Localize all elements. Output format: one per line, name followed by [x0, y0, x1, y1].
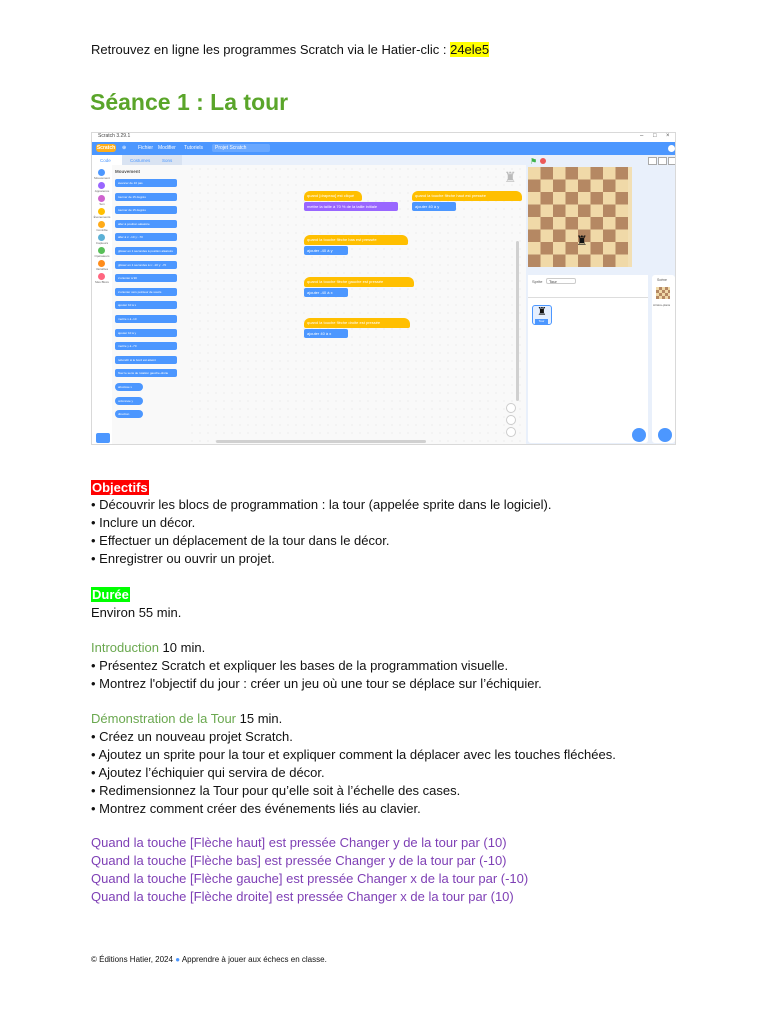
board-square: [603, 180, 616, 193]
palette-block-label: abscisse x: [118, 385, 133, 389]
board-square: [616, 242, 629, 255]
board-square: [578, 167, 591, 180]
stop-icon[interactable]: [540, 158, 546, 164]
stage-label: Scène: [657, 278, 667, 282]
code-area[interactable]: [188, 165, 526, 445]
board-square: [616, 217, 629, 230]
category-dot[interactable]: [98, 208, 105, 215]
category-dot[interactable]: [98, 169, 105, 176]
small-stage-icon[interactable]: [648, 157, 657, 165]
board-square: [541, 242, 554, 255]
script-green-flag-hat[interactable]: quand [drapeau] est cliqué: [304, 191, 362, 201]
code-line-down: Quand la touche [Flèche bas] est pressée Changer y de la tour par (-10): [91, 853, 507, 868]
vertical-scrollbar[interactable]: [516, 241, 519, 401]
board-square: [591, 230, 604, 243]
board-square: [541, 205, 554, 218]
change-y-up-block[interactable]: ajouter 40 à y: [412, 202, 456, 211]
choose-sprite-button[interactable]: [632, 428, 646, 442]
footer: [91, 955, 327, 964]
globe-icon[interactable]: ⊕: [122, 145, 127, 151]
sprite-thumb-label: Tour: [535, 319, 548, 324]
category-dot[interactable]: [98, 247, 105, 254]
sprite-panel: [528, 275, 648, 443]
board-square: [578, 205, 591, 218]
palette-block[interactable]: [115, 261, 177, 269]
board-square: [553, 192, 566, 205]
board-square: [528, 192, 541, 205]
block-palette: [112, 165, 189, 445]
palette-block-label: ajouter 10 à y: [118, 330, 137, 335]
sprite-watermark-icon: ♜: [504, 169, 517, 185]
objective-item: • Effectuer un déplacement de la tour dans le décor.: [91, 533, 390, 548]
script-right-arrow-hat[interactable]: quand la touche flèche droite est pressée: [304, 318, 410, 328]
demonstration-item: • Redimensionnez la Tour pour qu’elle soit à l’échelle des cases.: [91, 783, 461, 798]
scratch-screenshot: [91, 132, 676, 445]
code-line-up: Quand la touche [Flèche haut] est pressée Changer y de la tour par (10): [91, 835, 507, 850]
palette-block[interactable]: [115, 342, 177, 350]
duration-label: Durée: [92, 587, 129, 602]
palette-block[interactable]: [115, 383, 143, 391]
palette-block[interactable]: [115, 220, 177, 228]
palette-block-label: rebondir si le bord est atteint: [118, 357, 156, 362]
palette-block[interactable]: [115, 369, 177, 377]
chessboard-stage[interactable]: [528, 167, 628, 267]
backdrops-label: Arrière-plans: [653, 303, 671, 307]
board-square: [616, 230, 629, 243]
category-label: Mes Blocs: [95, 280, 109, 284]
objective-item: • Découvrir les blocs de programmation : la tour (appelée sprite dans le logiciel).: [91, 497, 552, 512]
minimize-icon[interactable]: –: [640, 133, 644, 139]
sprite-name-input[interactable]: Tour: [546, 278, 576, 284]
change-y-down-block[interactable]: ajouter -40 à y: [304, 246, 348, 255]
choose-backdrop-button[interactable]: [658, 428, 672, 442]
board-square: [591, 180, 604, 193]
board-square: [553, 180, 566, 193]
footer-copyright: © Éditions Hatier, 2024: [91, 955, 173, 964]
palette-block-label: s'orienter vers pointeur de souris: [118, 289, 162, 294]
board-square: [566, 205, 579, 218]
palette-block-label: glisser en 1 secondes à x: -10 y: -70: [118, 262, 167, 267]
palette-block-label: aller à x: -10 y: -70: [118, 235, 143, 240]
board-square: [591, 255, 604, 268]
change-x-right-block[interactable]: ajouter 40 à x: [304, 329, 348, 338]
category-label: Contrôle: [96, 228, 108, 232]
board-square: [616, 255, 629, 268]
script-down-arrow-hat[interactable]: quand la touche flèche bas est pressée: [304, 235, 408, 245]
board-square: [616, 192, 629, 205]
board-square: [553, 242, 566, 255]
board-square: [541, 217, 554, 230]
board-square: [541, 230, 554, 243]
category-label: Opérateurs: [94, 254, 110, 258]
menu-tutorials[interactable]: Tutoriels: [184, 145, 203, 151]
board-square: [603, 205, 616, 218]
board-square: [616, 205, 629, 218]
duration-value: Environ 55 min.: [91, 605, 182, 620]
board-square: [591, 192, 604, 205]
palette-block-label: direction: [118, 412, 130, 417]
category-dot[interactable]: [98, 182, 105, 189]
board-square: [528, 167, 541, 180]
board-square: [541, 255, 554, 268]
code-line-left: Quand la touche [Flèche gauche] est pressée Changer x de la tour par (-10): [91, 871, 529, 886]
board-square: [553, 230, 566, 243]
stage-thumbnail[interactable]: [656, 287, 670, 299]
palette-block-label: ordonnée y: [118, 398, 134, 403]
script-left-arrow-hat[interactable]: quand la touche flèche gauche est pressée: [304, 277, 414, 287]
objective-item: • Enregistrer ou ouvrir un projet.: [91, 551, 275, 566]
objective-item: • Inclure un décor.: [91, 515, 196, 530]
demonstration-label: Démonstration de la Tour: [91, 711, 237, 726]
palette-block-label: glisser en 1 secondes à position aléatoire: [118, 249, 174, 253]
board-square: [566, 180, 579, 193]
rook-sprite-icon[interactable]: ♜: [576, 233, 588, 248]
help-icon[interactable]: [668, 145, 675, 152]
palette-block-label: ajouter 10 à x: [118, 303, 137, 308]
footer-text: Apprendre à jouer aux échecs en classe.: [180, 955, 327, 964]
demonstration-item: • Ajoutez un sprite pour la tour et expliquer comment la déplacer avec les touches fléchées.: [91, 747, 616, 762]
page-title: Séance 1 : La tour: [90, 89, 289, 115]
demonstration-item: • Ajoutez l’échiquier qui servira de décor.: [91, 765, 325, 780]
hatier-clic-code[interactable]: 24ele5: [450, 42, 490, 57]
introduction-item: • Présentez Scratch et expliquer les bases de la programmation visuelle.: [91, 658, 509, 673]
board-square: [553, 167, 566, 180]
palette-block[interactable]: [115, 247, 177, 255]
menu-file[interactable]: Fichier: [138, 145, 154, 151]
category-column: [92, 165, 113, 445]
board-square: [603, 255, 616, 268]
introduction-label: Introduction: [91, 640, 159, 655]
objectives-label: Objectifs: [92, 480, 148, 495]
demonstration-time: 15 min.: [236, 711, 283, 726]
category-dot[interactable]: [98, 195, 105, 202]
introduction-heading: [91, 640, 205, 655]
horizontal-scrollbar[interactable]: [216, 440, 426, 443]
palette-block[interactable]: [115, 301, 177, 309]
script-up-arrow-hat[interactable]: quand la touche flèche haut est pressée: [412, 191, 522, 201]
category-dot[interactable]: [98, 221, 105, 228]
palette-block[interactable]: [115, 410, 143, 418]
project-name-input[interactable]: Projet Scratch: [212, 144, 270, 152]
board-square: [578, 192, 591, 205]
board-square: [553, 217, 566, 230]
category-label: Mouvement: [94, 176, 110, 180]
board-square: [528, 230, 541, 243]
board-square: [566, 192, 579, 205]
board-square: [603, 230, 616, 243]
board-square: [616, 167, 629, 180]
palette-block[interactable]: [115, 179, 177, 187]
category-label: Capteurs: [95, 241, 109, 245]
zoom-reset-icon[interactable]: [506, 427, 516, 437]
demonstration-heading: [91, 711, 282, 726]
zoom-out-icon[interactable]: [506, 415, 516, 425]
board-square: [553, 255, 566, 268]
introduction-item: • Montrez l'objectif du jour : créer un jeu où une tour se déplace sur l’échiquier.: [91, 676, 542, 691]
category-dot[interactable]: [98, 234, 105, 241]
palette-heading: Mouvement: [115, 169, 141, 174]
board-square: [528, 255, 541, 268]
palette-block-label: tourner de 15 degrés: [118, 194, 146, 199]
palette-block-label: fixer le sens de rotation gauche-droite: [118, 371, 169, 376]
palette-block[interactable]: [115, 288, 177, 296]
category-label: Événements: [93, 215, 111, 219]
board-square: [603, 192, 616, 205]
board-square: [591, 167, 604, 180]
board-square: [591, 217, 604, 230]
hatier-clic-text: Retrouvez en ligne les programmes Scratch via le Hatier-clic :: [91, 42, 451, 57]
palette-block-label: tourner de 15 degrés: [118, 208, 146, 213]
maximize-icon[interactable]: □: [653, 133, 657, 139]
board-square: [566, 255, 579, 268]
board-square: [603, 217, 616, 230]
sprite-label: Sprite: [532, 279, 543, 284]
board-square: [616, 180, 629, 193]
palette-block-label: avancer de 10 pas: [118, 181, 143, 185]
change-x-left-block[interactable]: ajouter -40 à x: [304, 288, 348, 297]
board-square: [578, 255, 591, 268]
green-flag-icon[interactable]: ⚑: [530, 157, 538, 166]
palette-block-label: mettre x à -10: [118, 317, 137, 321]
board-square: [566, 217, 579, 230]
palette-block[interactable]: [115, 329, 177, 337]
zoom-in-icon[interactable]: [506, 403, 516, 413]
palette-block[interactable]: [115, 315, 177, 323]
window-title: Scratch 3.29.1: [98, 133, 131, 139]
board-square: [603, 167, 616, 180]
tab-costumes[interactable]: Costumes: [130, 158, 151, 163]
palette-block[interactable]: [115, 356, 177, 364]
tab-code[interactable]: Code: [100, 158, 111, 163]
board-square: [541, 180, 554, 193]
palette-block-label: aller à position aléatoire: [118, 221, 150, 226]
palette-block[interactable]: [115, 233, 177, 241]
category-dot[interactable]: [98, 273, 105, 280]
footer-dot-icon: ●: [175, 955, 181, 964]
palette-block[interactable]: [115, 206, 177, 214]
sprite-info: [528, 275, 648, 298]
menu-bar: [92, 142, 676, 155]
stage-panel: [652, 275, 675, 443]
palette-block-label: s'orienter à 90: [118, 276, 137, 281]
sprite-thumbnail[interactable]: [532, 305, 552, 325]
extension-icon[interactable]: [96, 433, 110, 443]
board-square: [528, 217, 541, 230]
demonstration-item: • Montrez comment créer des événements liés au clavier.: [91, 801, 421, 816]
board-square: [528, 242, 541, 255]
board-square: [591, 205, 604, 218]
board-square: [603, 242, 616, 255]
menu-edit[interactable]: Modifier: [158, 145, 176, 151]
code-line-right: Quand la touche [Flèche droite] est pressée Changer x de la tour par (10): [91, 889, 514, 904]
tab-sounds[interactable]: Sons: [162, 158, 173, 163]
board-square: [528, 205, 541, 218]
board-square: [578, 180, 591, 193]
palette-block[interactable]: [115, 274, 177, 282]
introduction-time: 10 min.: [158, 640, 206, 655]
set-size-block[interactable]: mettre la taille à 70 % de la taille initiale: [304, 202, 398, 211]
board-square: [528, 180, 541, 193]
board-square: [553, 205, 566, 218]
category-label: Apparence: [94, 189, 110, 193]
close-icon[interactable]: ×: [666, 133, 670, 139]
category-dot[interactable]: [98, 260, 105, 267]
fullscreen-icon[interactable]: [668, 157, 676, 165]
palette-block[interactable]: [115, 193, 177, 201]
large-stage-icon[interactable]: [658, 157, 667, 165]
board-square: [566, 167, 579, 180]
board-square: [541, 192, 554, 205]
hatier-clic-line: [91, 42, 489, 57]
board-square: [541, 167, 554, 180]
scratch-logo[interactable]: Scratch: [96, 145, 116, 151]
board-square: [578, 217, 591, 230]
demonstration-item: • Créez un nouveau projet Scratch.: [91, 729, 293, 744]
rook-thumb-icon: ♜: [537, 306, 547, 318]
palette-block-label: mettre y à -70: [118, 344, 137, 349]
category-label: Son: [99, 202, 105, 206]
category-label: Variables: [95, 267, 109, 271]
palette-block[interactable]: [115, 397, 143, 405]
board-square: [591, 242, 604, 255]
